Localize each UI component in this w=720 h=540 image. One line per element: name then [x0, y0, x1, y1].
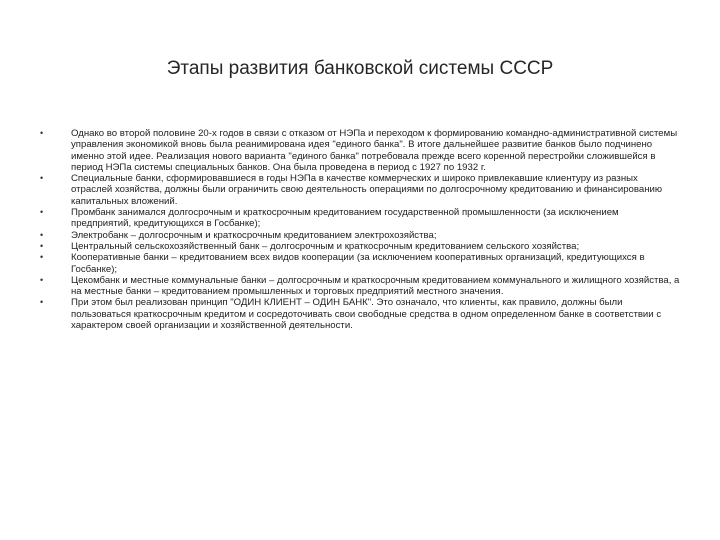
bullet-item [40, 241, 680, 252]
bullet-text: Специальные банки, сформировавшиеся в годы НЭПа в качестве коммерческих и широко привлекавшие клиентуру из разных отраслей хозяйства, должны были ограничить свою деятельность операциями по долгосрочному кредитованию и финансированию капитальных вложений. [71, 173, 663, 207]
bullet-dot-icon: • [40, 297, 44, 308]
bullet-item [40, 252, 680, 275]
bullet-text: Центральный сельскохозяйственный банк – долгосрочным и краткосрочным кредитованием сельского хозяйства; [71, 240, 580, 252]
bullet-list [40, 128, 680, 331]
bullet-dot-icon: • [40, 207, 44, 218]
bullet-dot-icon: • [40, 229, 44, 240]
bullet-dot-icon: • [40, 252, 44, 263]
bullet-dot-icon: • [40, 128, 44, 138]
bullet-text: Электробанк – долгосрочным и краткосрочным кредитованием электрохозяйства; [71, 229, 437, 241]
bullet-dot-icon: • [40, 240, 44, 251]
bullet-item [40, 207, 680, 230]
bullet-item [40, 297, 680, 331]
bullet-text: Однако во второй половине 20-х годов в связи с отказом от НЭПа и переходом к формированию командно-административной системы управления экономикой вновь была реанимирована идея "единого банка". В итоге дальнейшее развитие банков было подчинено именно этой идее. Реализация нового варианта "единого банка" потребовала прежде всего коренной перестройки сложившейся в период НЭПа системы специальных банков. Она была проведена в период с 1927 по 1932 г. [71, 128, 678, 173]
bullet-text: Промбанк занимался долгосрочным и краткосрочным кредитованием государственной промышленности (за исключением предприятий, кредитующихся в Госбанке); [71, 207, 619, 230]
bullet-dot-icon: • [40, 274, 44, 285]
bullet-item [40, 230, 680, 241]
bullet-text: Цекомбанк и местные коммунальные банки – долгосрочным и краткосрочным кредитованием коммунального и жилищного хозяйства, а на местные банки – кредитованием промышленных и торговых предприятий местного значения. [71, 274, 680, 298]
bullet-dot-icon: • [40, 173, 44, 184]
bullet-item [40, 173, 680, 207]
slide-title: Этапы развития банковской системы СССР [166, 58, 554, 79]
bullet-item [40, 275, 680, 298]
bullet-text: При этом был реализован принцип "ОДИН КЛИЕНТ – ОДИН БАНК". Это означало, что клиенты, как правило, должны были пользоваться краткосрочным кредитом и сосредоточивать свои свободные средства в одном определенном банке в соответствии с характером своей организации и хозяйственной деятельности. [71, 297, 662, 332]
bullet-item [40, 128, 680, 173]
bullet-text: Кооперативные банки – кредитованием всех видов кооперации (за исключением кооперативных организаций, кредитующихся в Госбанке); [71, 252, 645, 275]
